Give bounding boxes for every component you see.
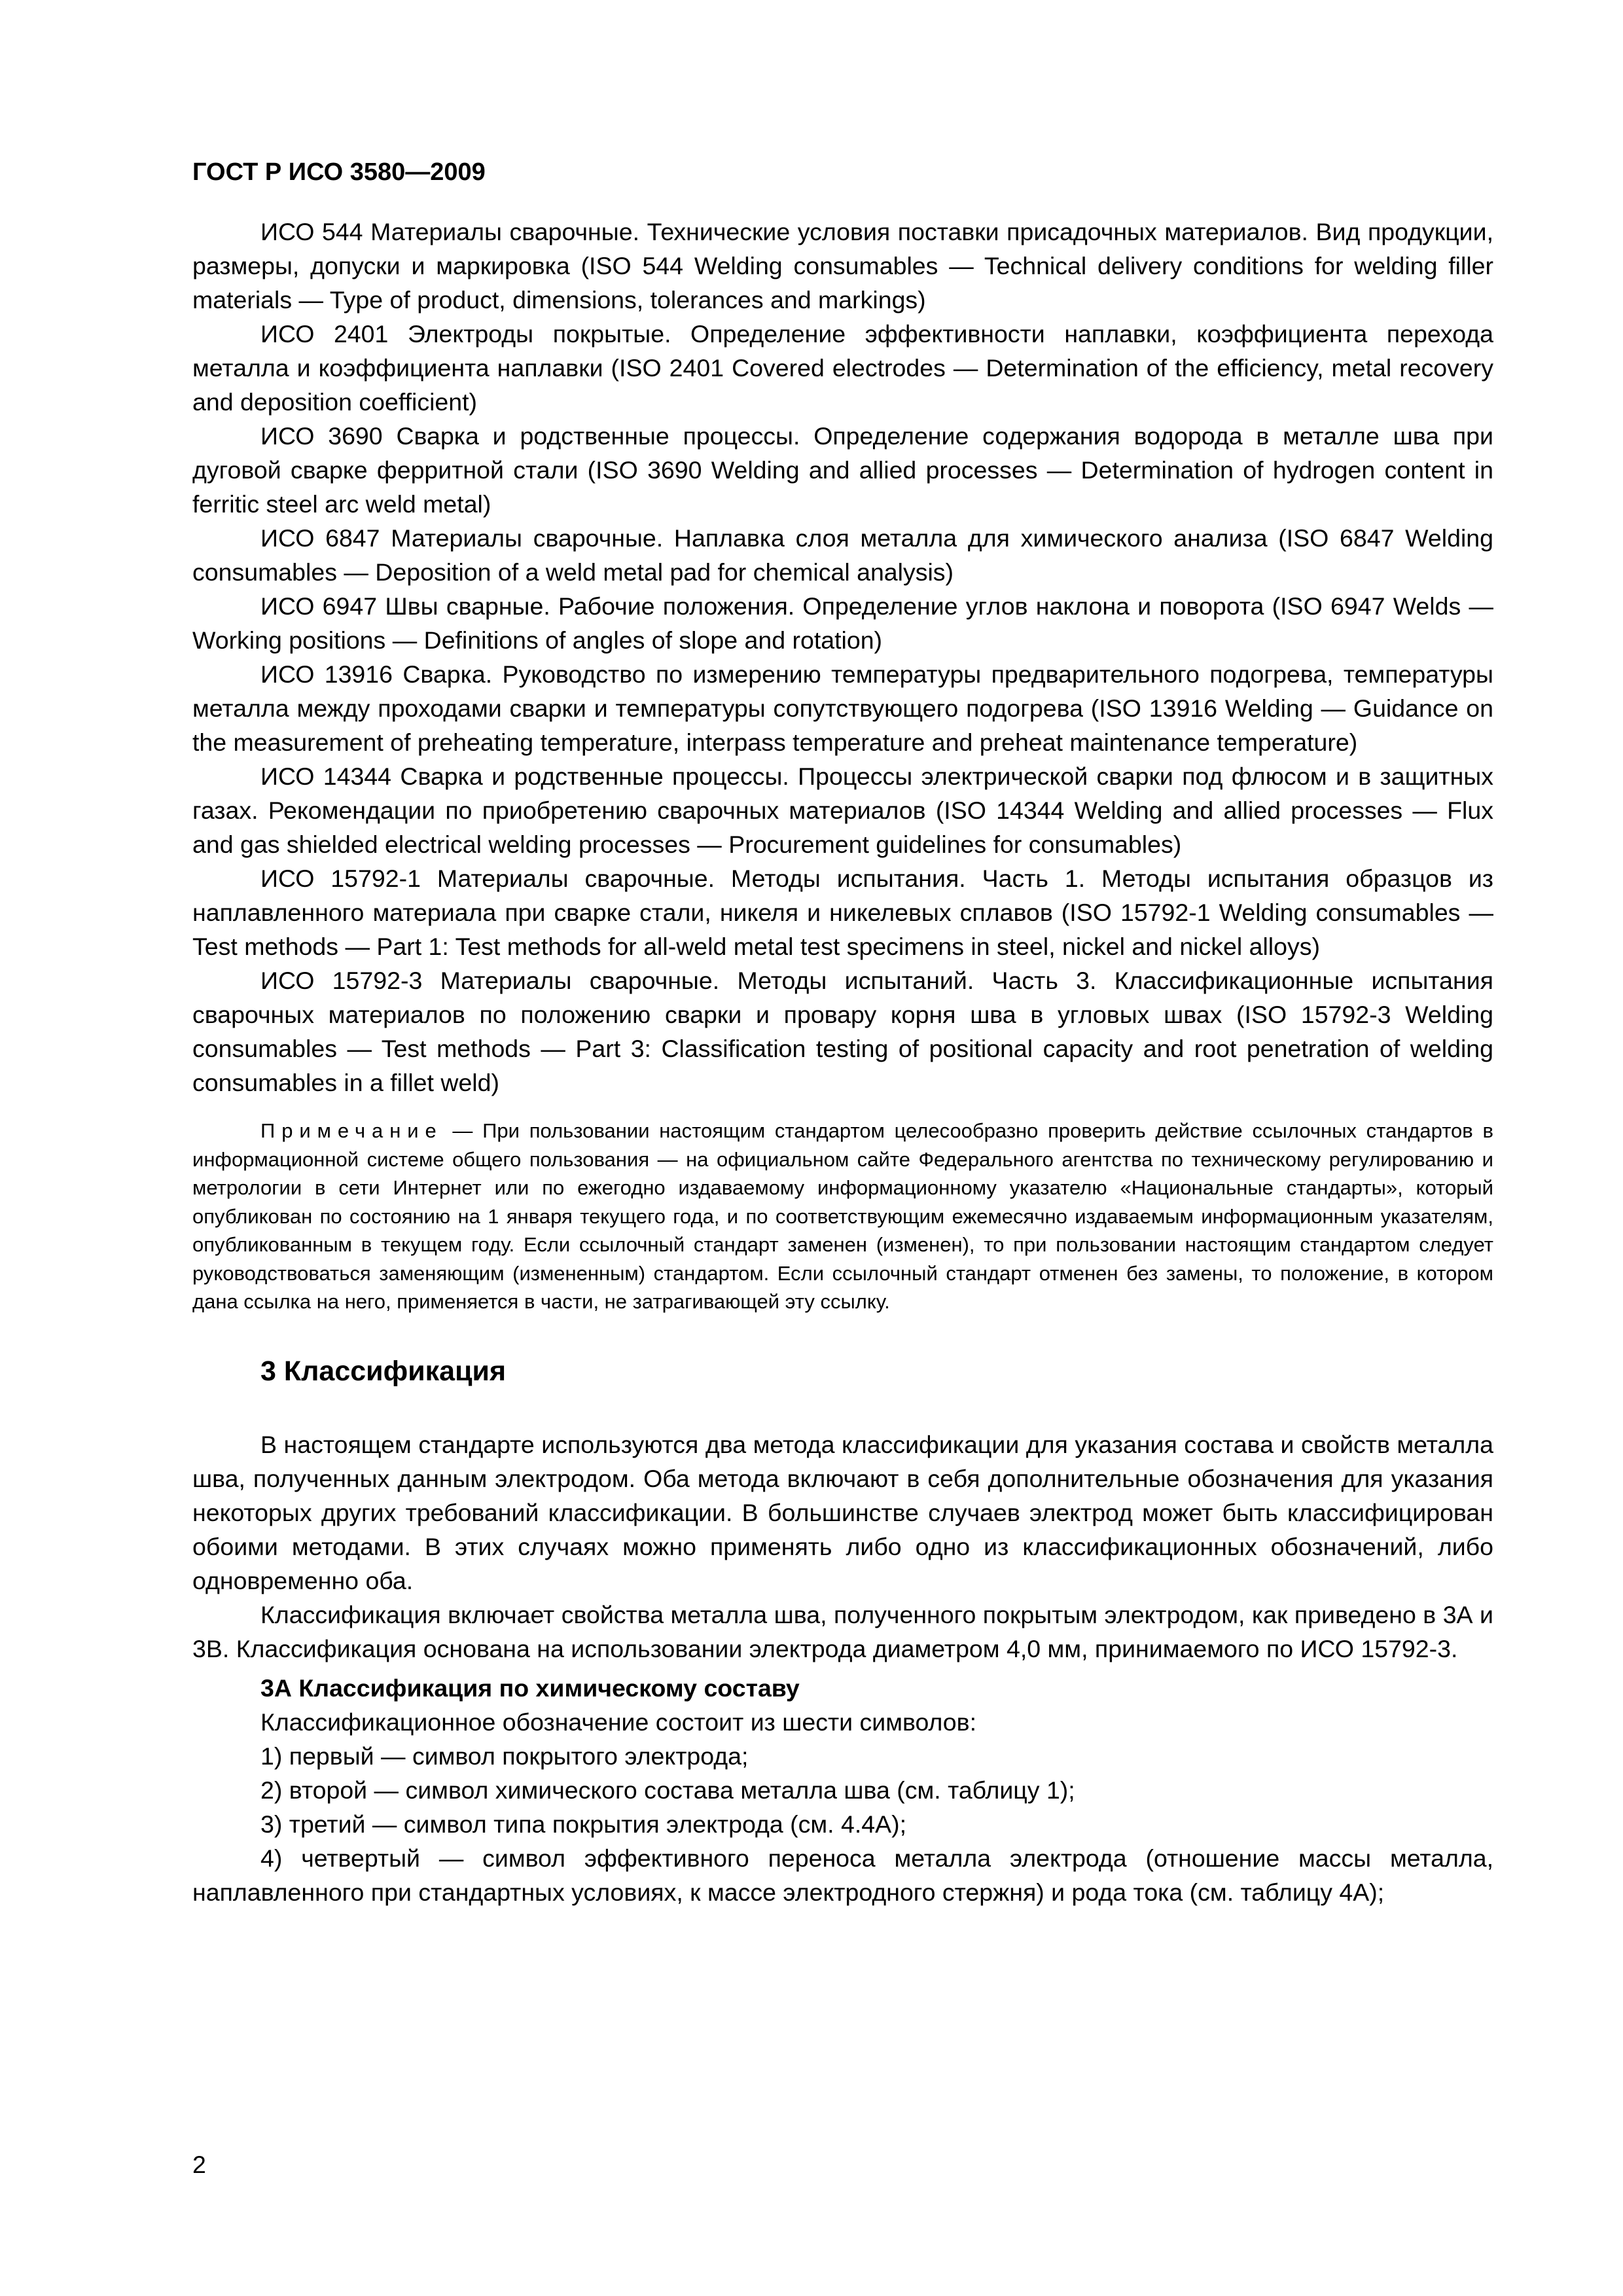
note-text: — При пользовании настоящим стандартом целесообразно проверить действие ссылочных стандартов в информационной системе общего пользования — на официальном сайте Федерального агентства по техническому регулированию и метрологии в сети Интернет или по ежегодно издаваемому информационному указателю «Национальные стандарты», который опубликован по состоянию на 1 января текущего года, и по соответствующим ежемесячно издаваемым информационным указателям, опубликованным в текущем году. Если ссылочный стандарт заменен (изменен), то при пользовании настоящим стандартом следует руководствоваться заменяющим (измененным) стандартом. Если ссылочный стандарт отменен без замены, то положение, в котором дана ссылка на него, применяется в части, не затрагивающей эту ссылку. [192,1119,1493,1313]
list-item: 1) первый — символ покрытого электрода; [260,1742,749,1770]
reference-iso-15792-1: ИСО 15792-1 Материалы сварочные. Методы испытания. Часть 1. Методы испытания образцов из наплавленного материала при сварке стали, никеля и никелевых сплавов (ISO 15792-1 Welding consumables — Test methods — Part 1: Test methods for all-weld metal test specimens in steel, nickel and nickel alloys) [192,865,1493,960]
normative-references [192,215,1493,1100]
list-item: 4) четвертый — символ эффективного переноса металла электрода (отношение массы металла, наплавленного при стандартных условиях, к массе электродного стержня) и рода тока (см. таблицу 4А); [192,1844,1493,1906]
reference-iso-2401: ИСО 2401 Электроды покрытые. Определение эффективности наплавки, коэффициента перехода металла и коэффициента наплавки (ISO 2401 Covered electrodes — Determination of the efficiency, metal recovery and deposition coefficient) [192,320,1493,416]
document-page [192,157,1493,1909]
reference-iso-15792-3: ИСО 15792-3 Материалы сварочные. Методы испытаний. Часть 3. Классификационные испытания сварочных материалов по положению сварки и провару корня шва в угловых швах (ISO 15792-3 Welding consumables — Test methods — Part 3: Classification testing of positional capacity and root penetration of welding consumables in a fillet weld) [192,967,1493,1096]
section-paragraph-1: В настоящем стандарте используются два метода классификации для указания состава и свойств металла шва, полученных данным электродом. Оба метода включают в себя дополнительные обозначения для указания некоторых других требований классификации. В большинстве случаев электрод может быть классифицирован обоими методами. В этих случаях можно применять либо одно из классификационных обозначений, либо одновременно оба. [192,1430,1493,1594]
list-item: 2) второй — символ химического состава металла шва (см. таблицу 1); [260,1776,1075,1804]
reference-iso-14344: ИСО 14344 Сварка и родственные процессы. Процессы электрической сварки под флюсом и в защитных газах. Рекомендации по приобретению сварочных материалов (ISO 14344 Welding and allied processes — Flux and gas shielded electrical welding processes — Procurement guidelines for consumables) [192,762,1493,858]
document-header: ГОСТ Р ИСО 3580—2009 [192,158,486,186]
reference-iso-3690: ИСО 3690 Сварка и родственные процессы. Определение содержания водорода в металле шва при дуговой сварке ферритной стали (ISO 3690 Welding and allied processes — Determination of hydrogen content in ferritic steel arc weld metal) [192,422,1493,518]
page-number: 2 [192,2151,206,2178]
reference-iso-544: ИСО 544 Материалы сварочные. Технические условия поставки присадочных материалов. Вид продукции, размеры, допуски и маркировка (ISO 544 Welding consumables — Technical delivery conditions for welding filler materials — Type of product, dimensions, tolerances and markings) [192,218,1493,314]
note-label: Примечание [260,1119,443,1142]
reference-iso-6847: ИСО 6847 Материалы сварочные. Наплавка слоя металла для химического анализа (ISO 6847 Welding consumables — Deposition of a weld metal pad for chemical analysis) [192,524,1493,586]
subsection-title: 3А Классификация по химическому составу [260,1674,800,1702]
reference-iso-13916: ИСО 13916 Сварка. Руководство по измерению температуры предварительного подогрева, температуры металла между проходами сварки и температуры сопутствующего подогрева (ISO 13916 Welding — Guidance on the measurement of preheating temperature, interpass temperature and preheat maintenance temperature) [192,660,1493,756]
section-title: 3 Классификация [260,1355,507,1387]
subsection-intro: Классификационное обозначение состоит из шести символов: [260,1708,977,1736]
reference-iso-6947: ИСО 6947 Швы сварные. Рабочие положения. Определение углов наклона и поворота (ISO 6947 Welds — Working positions — Definitions of angles of slope and rotation) [192,592,1493,654]
note-paragraph [192,1117,1493,1316]
list-item: 3) третий — символ типа покрытия электрода (см. 4.4А); [260,1810,907,1838]
section-body [192,1427,1493,1909]
section-paragraph-2: Классификация включает свойства металла шва, полученного покрытым электродом, как приведено в 3А и 3В. Классификация основана на использовании электрода диаметром 4,0 мм, принимаемого по ИСО 15792-3. [192,1600,1493,1662]
